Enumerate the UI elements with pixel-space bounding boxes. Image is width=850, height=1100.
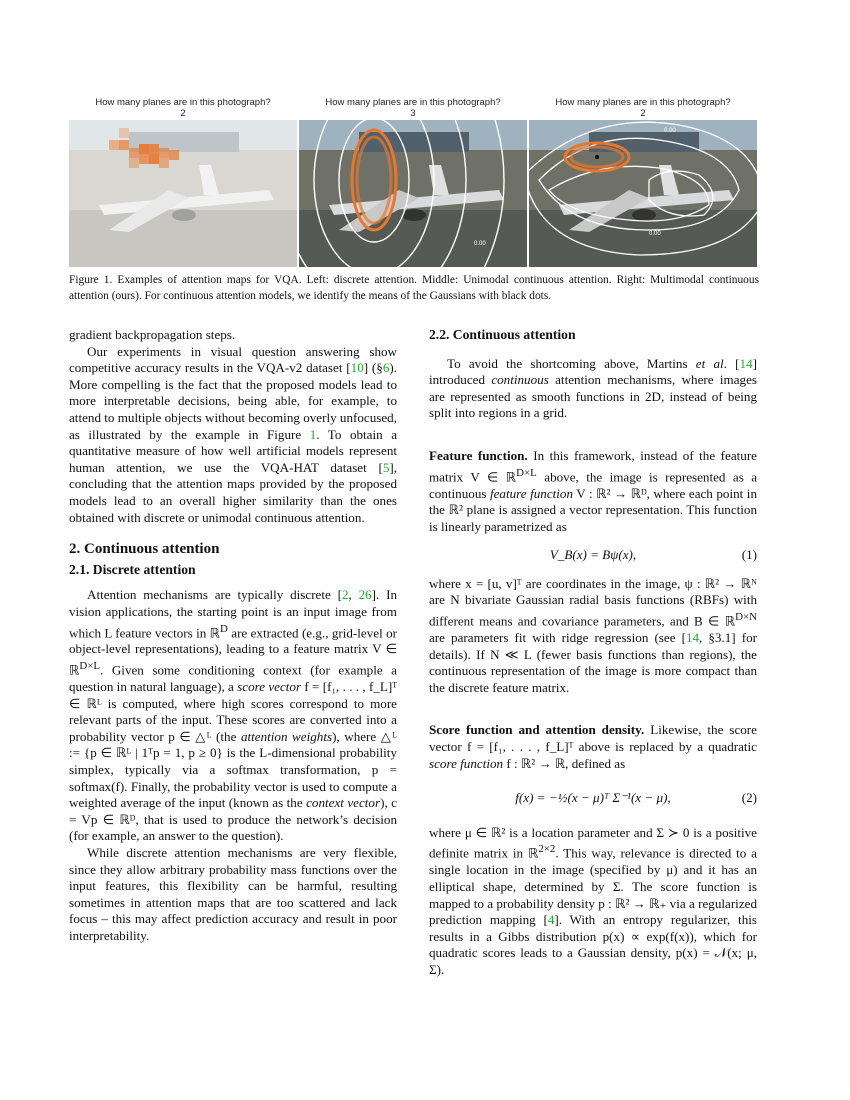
citation-link[interactable]: 5 <box>382 459 390 475</box>
paragraph: Attention mechanisms are typically discrete [2, 26]. In vision applications, the starting point is an input image from which L feature vectors in ℝ$^D$ are extracted (e.g., grid-level or object-level representations), leading to a feature matrix V ∈ ℝ$^{D\times L}$. Given some conditioning context (for example a question in natural language), a score vector f = [f₁, . . . , f_L]ᵀ ∈ ℝᴸ is computed, where high scores correspond to more relevant parts of the input. These scores are converted into a probability vector p ∈ △ᴸ (the attention weights), where △ᴸ := {p ∈ ℝᴸ | 1ᵀp = 1, p ≥ 0} is the L-dimensional probability simplex, typically via a softmax transformation, p = softmax(f). Finally, the probability vector is used to compute a weighted average of the input (known as the context vector), c = Vp ∈ ℝᴰ, that is used to produce the network’s decision (for example, an answer to the question). <box>69 587 397 844</box>
paragraph: Feature function. In this framework, instead of the feature matrix V ∈ ℝ$^{D\times L}$ above, the image is represented as a continuous feature function V : ℝ² → ℝᴰ, where each point in the ℝ² plane is assigned a vector representation. This function is linearly parametrized as <box>429 447 758 534</box>
citation-link[interactable]: 14 <box>685 630 700 646</box>
paragraph: Our experiments in visual question answering show competitive accuracy results in the VQA-v2 dataset [10] (§6). More compelling is the fact that the proposed models lead to more interpretable decisions, being able, for example, to attend to multiple objects without becoming overly unfocused, as illustrated by the example in Figure 1. To obtain a quantitative measure of how well artificial models represent human attention, we use the VQA-HAT dataset [5], concluding that the attention maps provided by the proposed models lead to an overall higher similarity than the ones obtained with discrete or unimodal continuous attention. <box>69 343 398 525</box>
equation-2: f(x) = −½(x − μ)ᵀ Σ⁻¹(x − μ), (2) <box>515 790 757 806</box>
panel-3-answer: 2 <box>640 108 646 119</box>
paragraph: gradient backpropagation steps. <box>69 327 236 342</box>
gaussian-mean-dot <box>595 155 599 159</box>
contour-label: 0.00 <box>474 241 486 247</box>
paragraph: To avoid the shortcoming above, Martins et al. [14] introduced continuous attention mechanisms, where images are represented as smooth functions in 2D, instead of being split into regions in a grid. <box>429 355 757 421</box>
citation-link[interactable]: 14 <box>739 355 753 371</box>
equation-1: V_B(x) = Bψ(x), (1) <box>549 547 757 563</box>
figure-link[interactable]: 1 <box>309 426 317 442</box>
panel-1-answer: 2 <box>180 108 186 119</box>
paragraph: where x = [u, v]ᵀ are coordinates in the image, ψ : ℝ² → ℝᴺ are N bivariate Gaussian radial basis functions (RBFs) with different means and covariance parameters, and B ∈ ℝ$^{D\times N}$ are parameters fit with ridge regression (see [14, §3.1] for details). If N ≪ L (fewer basis functions than regions), the continuous representation of the image is more compact than the discrete feature matrix. <box>429 575 757 695</box>
panel-3-multimodal-attention-image <box>529 120 757 267</box>
paragraph: Score function and attention density. Likewise, the score vector f = [f₁, . . . , f_L]ᵀ above is replaced by a quadratic score function f : ℝ² → ℝ, defined as <box>429 722 757 771</box>
airport-photo <box>69 120 297 267</box>
airport-photo <box>529 120 757 267</box>
paragraph: While discrete attention mechanisms are very flexible, since they allow arbitrary probability mass functions over the input features, this flexibility can be harmful, resulting sometimes in attention maps that are too scattered and lack focus – this may affect prediction accuracy and result in poor interpretability. <box>69 844 397 943</box>
panel-1-discrete-attention-image <box>69 120 297 267</box>
equation-number: (1) <box>741 547 757 563</box>
citation-link[interactable]: 2 <box>341 587 349 603</box>
citation-link[interactable]: 10 <box>350 360 364 376</box>
left-column <box>69 327 397 945</box>
figure-caption: Figure 1. Examples of attention maps for VQA. Left: discrete attention. Middle: Unimodal continuous attention. Right: Multimodal continuous attention (ours). For continuous attention models, we identify the means of the Gaussians with black dots. <box>69 274 759 302</box>
paragraph: where μ ∈ ℝ² is a location parameter and Σ ≻ 0 is a positive definite matrix in ℝ$^{2\times 2}$. This way, relevance is directed to a single location in the image (specified by μ) and it has an elliptical shape, determined by Σ. The score function is mapped to a probability density p : ℝ² → ℝ₊ via a regularized prediction mapping [4]. With an entropy regularizer, this results in a Gibbs distribution p(x) ∝ exp(f(x)), which for quadratic scores leads to a Gaussian density, p(x) = 𝒩(x; μ, Σ). <box>429 824 757 977</box>
run-in-heading: Feature function. <box>429 447 528 463</box>
run-in-heading: Score function and attention density. <box>429 722 645 738</box>
panel-2-unimodal-attention-image <box>299 120 527 267</box>
section-link[interactable]: 6 <box>382 360 390 376</box>
airport-photo <box>299 120 527 267</box>
contour-label: 0.00 <box>664 128 676 134</box>
panel-2-question: How many planes are in this photograph? 3 <box>299 97 527 119</box>
subsection-heading: 2.2. Continuous attention <box>429 327 576 342</box>
section-heading: 2. Continuous attention <box>69 541 220 558</box>
citation-link[interactable]: 4 <box>547 912 555 928</box>
contour-label: 0.00 <box>649 231 661 237</box>
panel-1-question: How many planes are in this photograph? 2 <box>69 97 297 119</box>
equation-number: (2) <box>741 790 757 806</box>
panel-2-answer: 3 <box>410 108 416 119</box>
subsection-heading: 2.1. Discrete attention <box>69 561 196 577</box>
panel-3-question: How many planes are in this photograph? 2 <box>529 97 757 119</box>
citation-link[interactable]: 26 <box>358 587 372 603</box>
right-column <box>429 327 757 978</box>
